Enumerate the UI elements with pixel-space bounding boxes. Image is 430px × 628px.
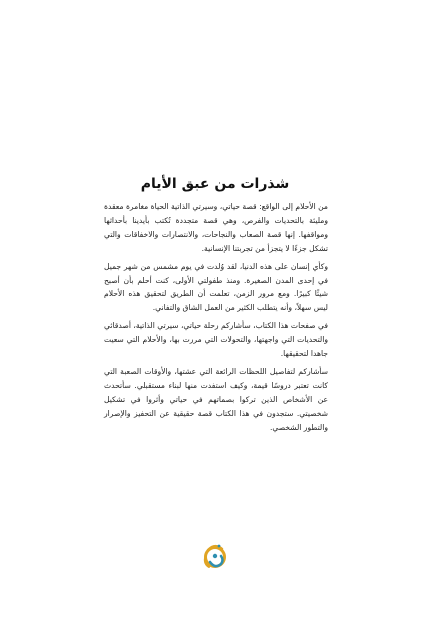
publisher-logo-icon [199, 540, 231, 572]
paragraph: وكأي إنسان على هذه الدنيا، لقد وُلدت في يوم مشمس من شهر جميل في إحدى المدن الصغيرة. ومنذ طفولتي الأولى، كنت أحلم بأن أصبح شيئًا كبيرًا. ومع مرور الزمن، تعلمت أن الطريق لتحقيق هذه الأحلام ليس سهلاً، وأنه يتطلب الكثير من العمل الشاق والتفاني. [104, 261, 328, 313]
paragraph: سأشاركم لتفاصيل اللحظات الرائعة التي عشتها، والأوقات الصعبة التي كانت تعتبر دروسًا قيمة، وكيف استفدت منها لبناء مستقبلي. سأتحدث عن الأشخاص الذين تركوا بصماتهم في حياتي وأثروا في تشكيل شخصيتي. ستجدون في هذا الكتاب قصة حقيقية عن التحفيز والإصرار والتطور الشخصي. [104, 366, 328, 432]
paragraph: في صفحات هذا الكتاب، سأشاركم رحلة حياتي، سيرتي الذاتية، أصدقائي والتحديات التي واجهتها، والتحولات التي مررت بها، والأحلام التي سعيت جاهدا لتحقيقها. [104, 321, 328, 359]
page-title: شذرات من عبق الأيام [140, 176, 290, 192]
paragraph: من الأحلام إلى الواقع: قصة حياتي، وسيرتي الذاتية الحياة مغامرة معقدة ومليئة بالتحديات والفرص، وهي قصة متجددة تُكتب بأيدينا بأحداثها ومواقفها. إنها قصة الصعاب والنجاحات، والانتصارات والاخفاقات والتي تشكل جزءًا لا يتجزأ من تجربتنا الإنسانية. [104, 202, 328, 253]
body-text [104, 200, 328, 439]
